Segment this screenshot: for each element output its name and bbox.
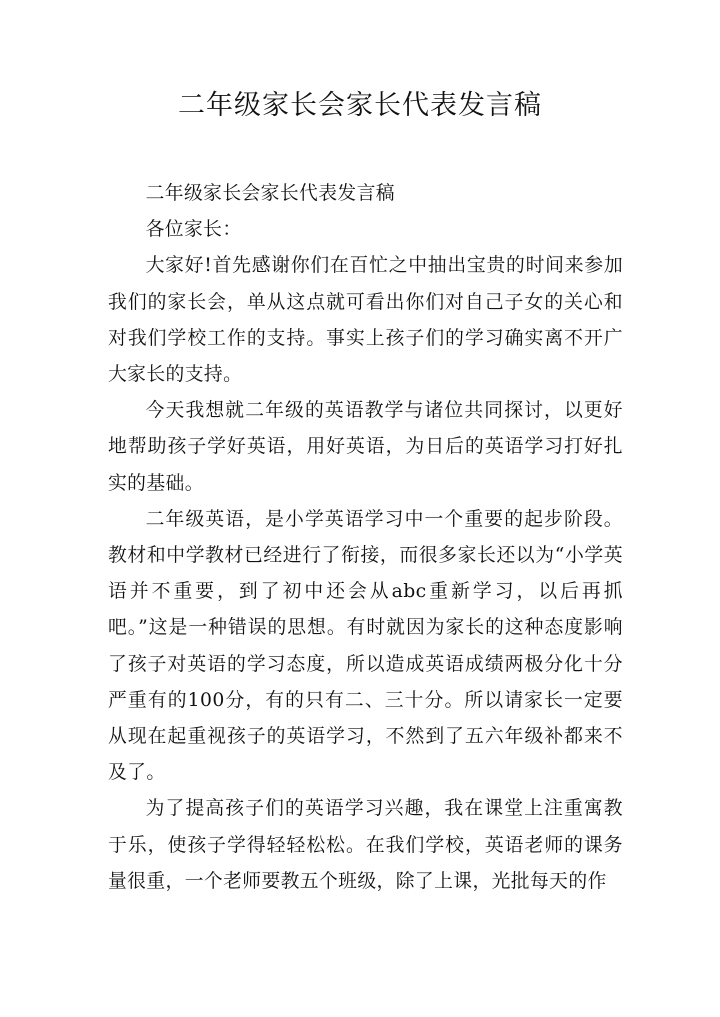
body-paragraph: 为了提高孩子们的英语学习兴趣，我在课堂上注重寓教于乐，使孩子学得轻轻松松。在我们学校，英语老师的课务量很重，一个老师要教五个班级，除了上课，光批每天的作 <box>108 798 623 892</box>
body-paragraph: 二年级英语，是小学英语学习中一个重要的起步阶段。教材和中学教材已经进行了衔接，而很多家长还以为“小学英语并不重要，到了初中还会从abc重新学习，以后再抓吧。”这是一种错误的思想。有时就因为家长的这种态度影响了孩子对英语的学习态度，所以造成英语成绩两极分化十分严重有的100分，有的只有二、三十分。所以请家长一定要从现在起重视孩子的英语学习，不然到了五六年级补都来不及了。 <box>108 508 623 784</box>
document-body <box>108 176 623 900</box>
salutation-paragraph: 各位家长： <box>145 219 242 241</box>
document-title: 二年级家长会家长代表发言稿 <box>178 90 542 121</box>
subtitle-paragraph: 二年级家长会家长代表发言稿 <box>145 183 395 204</box>
body-paragraph: 大家好!首先感谢你们在百忙之中抽出宝贵的时间来参加我们的家长会，单从这点就可看出你们对自己子女的关心和对我们学校工作的支持。事实上孩子们的学习确实离不开广大家长的支持。 <box>108 255 623 386</box>
body-paragraph: 今天我想就二年级的英语教学与诸位共同探讨，以更好地帮助孩子学好英语，用好英语，为日后的英语学习打好扎实的基础。 <box>108 400 623 494</box>
